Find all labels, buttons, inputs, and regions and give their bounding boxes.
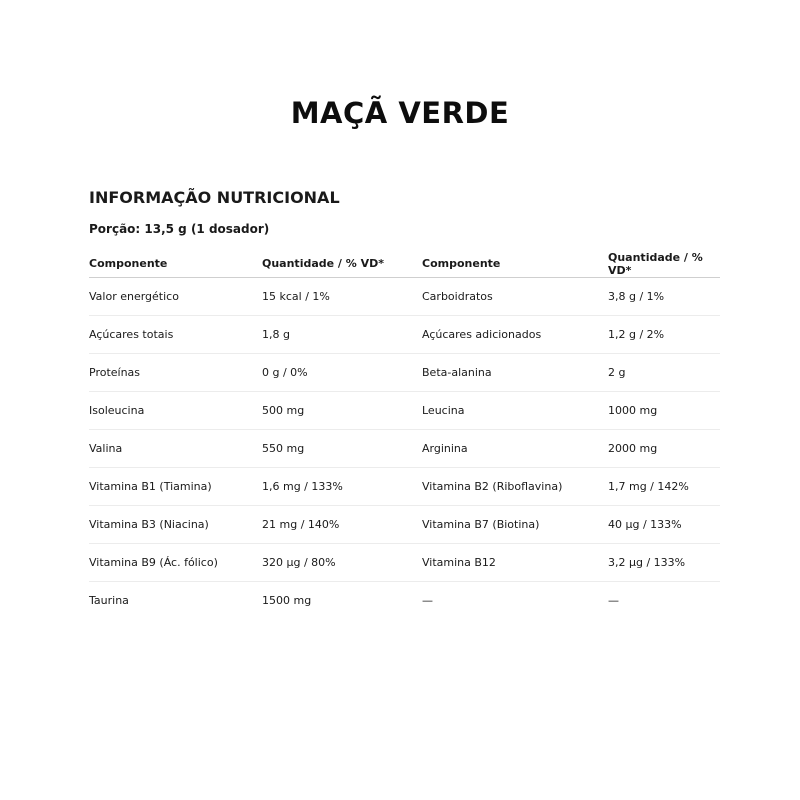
component-cell: Açúcares adicionados <box>422 316 608 354</box>
component-cell: Beta-alanina <box>422 354 608 392</box>
component-cell: Vitamina B1 (Tiamina) <box>89 468 262 506</box>
quantity-cell: 1000 mg <box>608 392 720 430</box>
quantity-cell: 1,2 g / 2% <box>608 316 720 354</box>
component-cell: Isoleucina <box>89 392 262 430</box>
quantity-cell: 1,7 mg / 142% <box>608 468 720 506</box>
component-cell: Carboidratos <box>422 278 608 316</box>
component-cell: Taurina <box>89 594 129 607</box>
table-row <box>89 354 720 392</box>
quantity-cell: 40 µg / 133% <box>608 506 720 544</box>
table-row <box>89 392 720 430</box>
table-row <box>89 506 720 544</box>
component-cell: Açúcares totais <box>89 316 262 354</box>
nutrition-table <box>89 250 720 619</box>
quantity-cell: 3,2 µg / 133% <box>608 544 720 582</box>
component-cell: — <box>422 594 433 607</box>
table-row <box>89 582 720 620</box>
table-row <box>89 278 720 316</box>
table-row <box>89 430 720 468</box>
nutrition-section-title: INFORMAÇÃO NUTRICIONAL <box>89 188 340 207</box>
quantity-cell: 1500 mg <box>262 594 312 607</box>
component-cell: Vitamina B9 (Ác. fólico) <box>89 544 262 582</box>
component-cell: Vitamina B2 (Riboflavina) <box>422 468 608 506</box>
product-title: MAÇÃ VERDE <box>290 96 510 130</box>
header-component-right: Componente <box>422 250 608 278</box>
table-row <box>89 316 720 354</box>
quantity-cell: 1,8 g <box>262 316 422 354</box>
header-component-left: Componente <box>89 250 262 278</box>
quantity-cell: 320 µg / 80% <box>262 544 422 582</box>
component-cell: Proteínas <box>89 354 262 392</box>
component-cell: Vitamina B12 <box>422 544 608 582</box>
quantity-cell: 550 mg <box>262 430 422 468</box>
component-cell: Valor energético <box>89 278 262 316</box>
quantity-cell: — <box>608 594 619 607</box>
quantity-cell: 3,8 g / 1% <box>608 278 720 316</box>
component-cell: Leucina <box>422 392 608 430</box>
serving-size: Porção: 13,5 g (1 dosador) <box>89 222 270 236</box>
component-cell: Valina <box>89 430 262 468</box>
component-cell: Arginina <box>422 430 608 468</box>
component-cell: Vitamina B3 (Niacina) <box>89 506 262 544</box>
component-cell: Vitamina B7 (Biotina) <box>422 506 608 544</box>
quantity-cell: 21 mg / 140% <box>262 506 422 544</box>
quantity-cell: 2000 mg <box>608 430 720 468</box>
quantity-cell: 0 g / 0% <box>262 354 422 392</box>
table-row <box>89 544 720 582</box>
quantity-cell: 2 g <box>608 354 720 392</box>
header-quantity-left: Quantidade / % VD* <box>262 250 422 278</box>
quantity-cell: 500 mg <box>262 392 422 430</box>
header-quantity-right: Quantidade / % VD* <box>608 250 720 278</box>
table-row <box>89 468 720 506</box>
table-header-row <box>89 250 720 278</box>
quantity-cell: 15 kcal / 1% <box>262 278 422 316</box>
quantity-cell: 1,6 mg / 133% <box>262 468 422 506</box>
